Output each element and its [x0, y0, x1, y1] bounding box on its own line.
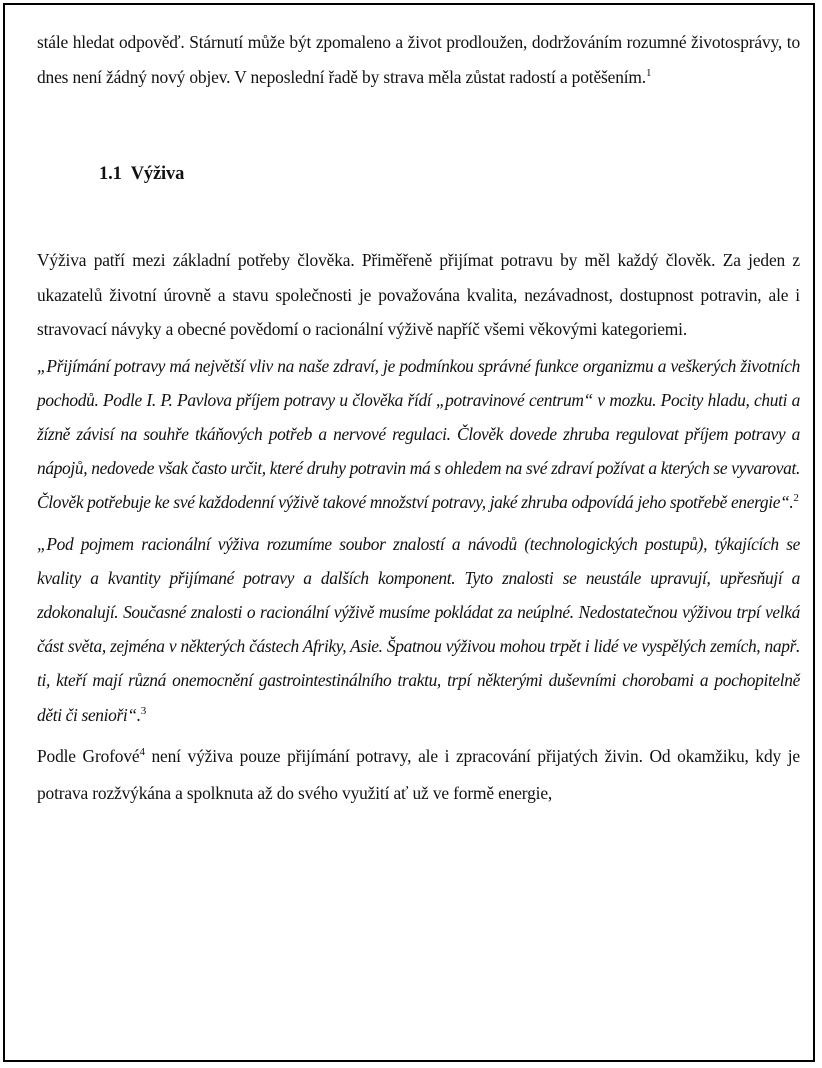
quote-1-text: „Přijímání potravy má největší vliv na naše zdraví, je podmínkou správné funkce organizmu a veškerých životních pochodů. Podle I. P. Pavlova příjem potravy u člověka řídí „potravinové centrum“ v mozku. Pocity hladu, chuti a žízně závisí na souhře tkáňových potřeb a nervové regulaci. Člověk dovede zhruba regulovat příjem potravy a nápojů, nedovede však často určit, které druhy potravin má s ohledem na své zdraví požívat a kterých se vyvarovat. Člověk potřebuje ke své každodenní výživě takové množství potravy, jaké zhruba odpovídá jeho spotřebě energie“.: [37, 355, 800, 513]
section-number: 1.1: [99, 164, 122, 184]
footnote-ref-3[interactable]: 3: [140, 704, 146, 717]
section-heading: [37, 157, 800, 191]
footnote-ref-4[interactable]: 4: [139, 745, 145, 758]
footnote-ref-2[interactable]: 2: [793, 492, 799, 505]
final-paragraph-text-before: Podle Grofové: [37, 745, 140, 766]
intro-paragraph: [37, 25, 800, 97]
page-content: [37, 25, 800, 811]
body-paragraph: [37, 243, 800, 347]
footnote-ref-1[interactable]: 1: [646, 66, 652, 79]
body-paragraph-text: Výživa patří mezi základní potřeby člověka. Přiměřeně přijímat potravu by měl každý člověk. Za jeden z ukazatelů životní úrovně a stavu společnosti je považována kvalita, nezávadnost, dostupnost potravin, ale i stravovací návyky a obecné povědomí o racionální výživě napříč všemi věkovými kategoriemi.: [37, 250, 800, 339]
quote-2-text: „Pod pojmem racionální výživa rozumíme soubor znalostí a návodů (technologických postupů), týkajících se kvality a kvantity přijímané potravy a dalších komponent. Tyto znalosti se neustále upravují, upřesňují a zdokonalují. Současné znalosti o racionální výživě musíme pokládat za neúplné. Nedostatečnou výživou trpí velká část světa, zejména v některých částech Afriky, Asie. Špatnou výživou mohou trpět i lidé ve vyspělých zemích, např. ti, kteří mají různá onemocnění gastrointestinálního traktu, trpí některými duševními chorobami a pochopitelně děti či senioři“.: [37, 533, 800, 725]
quote-paragraph-2: [37, 527, 800, 735]
intro-paragraph-text: stále hledat odpověď. Stárnutí může být zpomaleno a život prodloužen, dodržováním rozumné životosprávy, to dnes není žádný nový objev. V neposlední řadě by strava měla zůstat radostí a potěšením.: [37, 32, 800, 87]
spacer: [37, 97, 800, 157]
spacer: [37, 191, 800, 243]
final-paragraph: [37, 739, 800, 811]
document-page: [3, 3, 815, 1062]
section-title: Výživa: [130, 164, 185, 184]
final-paragraph-text-after: není výživa pouze přijímání potravy, ale i zpracování přijatých živin. Od okamžiku, kdy je potrava rozžvýkána a spolknuta až do svého využití ať už ve formě energie,: [37, 745, 800, 804]
quote-paragraph-1: [37, 349, 800, 523]
